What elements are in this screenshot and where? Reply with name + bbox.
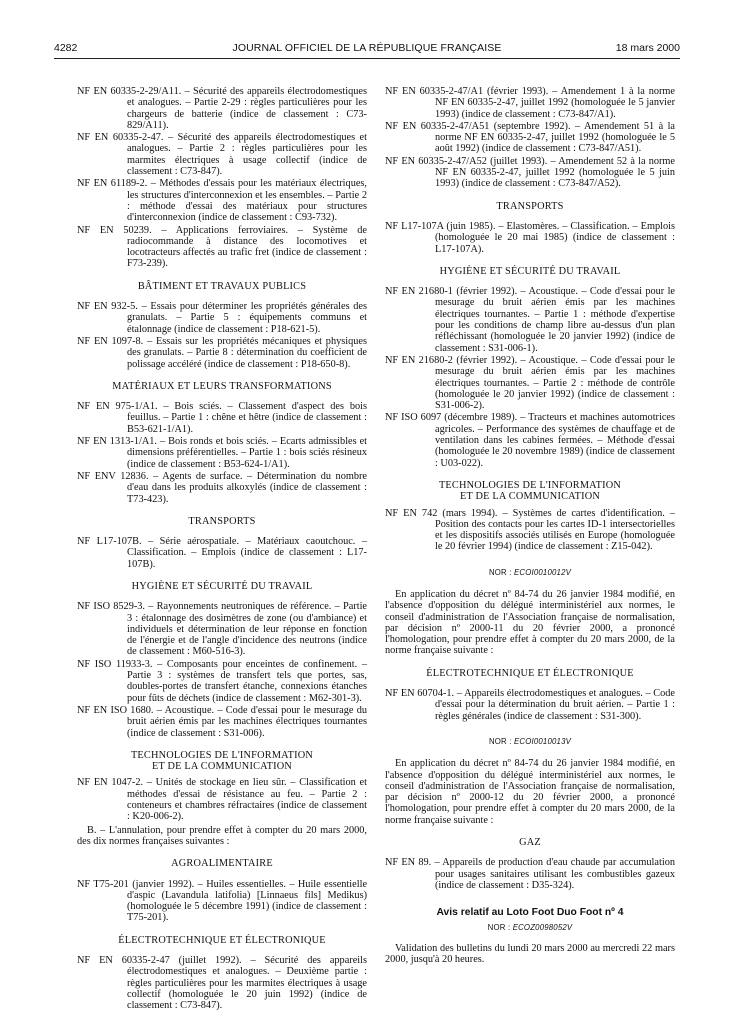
norm-code: NF EN 21680-2 — [385, 354, 453, 366]
norm-entry — [77, 659, 367, 704]
norm-entry — [385, 221, 675, 255]
norm-code: NF EN 21680-1 — [385, 286, 453, 298]
right-column — [385, 86, 675, 967]
nor-code: ECOZ0098052V — [512, 922, 573, 932]
section-heading — [77, 750, 367, 773]
norm-code: NF EN 60704-1. — [385, 688, 455, 700]
nor-code: ECOI0010012V — [514, 567, 572, 577]
norm-description: (juin 1985). – Elastomères. – Classification. – Emplois (homologuée le 20 mai 1985) (indice de classement : L17-107A). — [435, 220, 675, 255]
norm-entry — [77, 705, 367, 739]
norm-entry — [385, 156, 675, 190]
norm-code: NF ISO 8529-3. — [77, 601, 145, 613]
decree-paragraph: En application du décret nº 84-74 du 26 janvier 1984 modifié, en l'absence d'opposition du délégué interministériel aux normes, le conseil d'administration de l'Association française de normalisation, par décision nº 2000-11 du 20 février 2000, a prononcé l'homologation, pour prendre effet à compter du 20 mars 2000, de la norme française suivante : — [385, 588, 675, 657]
entry-group — [385, 286, 675, 469]
norm-code: NF ENV 12836. — [77, 470, 149, 482]
norm-description: – Applications ferroviaires. – Système de radiocommande à distance des locomotives et locotracteurs affectés au trafic fret (indice de classement : F73-239). — [127, 224, 368, 270]
section-heading: HYGIÈNE ET SÉCURITÉ DU TRAVAIL — [439, 265, 621, 277]
norm-entry — [77, 225, 367, 270]
entry-group — [77, 536, 367, 570]
norm-code: NF EN 60335-2-47/A52 — [385, 155, 487, 167]
norm-entry — [77, 132, 367, 177]
page-number: 4282 — [54, 42, 78, 54]
norm-code: NF EN 932-5. — [77, 301, 138, 313]
nor-code: ECOI0010013V — [514, 736, 572, 746]
section-heading: TRANSPORTS — [188, 515, 256, 527]
section-heading: TRANSPORTS — [496, 200, 564, 212]
norm-code: NF EN 89. — [385, 857, 432, 869]
annulation-paragraph: B. – L'annulation, pour prendre effet à compter du 20 mars 2000, des dix normes françaises suivantes : — [77, 824, 367, 847]
section-heading: BÂTIMENT ET TRAVAUX PUBLICS — [137, 280, 307, 292]
norm-entry — [385, 121, 675, 155]
nor-label: NOR : — [488, 567, 512, 577]
norm-entry — [77, 471, 367, 505]
entry-group — [385, 508, 675, 553]
norm-description: – Acoustique. – Code d'essai pour le mesurage du bruit aérien émis par les machines électriques tournantes (indice de classement : S31-006). — [127, 704, 367, 739]
header-rule — [54, 58, 680, 59]
norm-entry — [385, 857, 675, 891]
norm-description: – Appareils électrodomestiques et analogues. – Code d'essai pour la détermination du bruit aérien. – Partie 1 : règles générales (indice de classement : S31-300). — [435, 688, 676, 722]
norm-description: – Sécurité des appareils électrodomestiques et analogues. – Partie 2 : règles particulières pour les marmites électriques à usage collectif (indice de classement : C73-847). — [127, 132, 367, 178]
norm-entry — [77, 178, 367, 223]
norm-description: (juillet 1992). – Sécurité des appareils électrodomestiques et analogues. – Deuxième partie : règles particulières pour les marmites électriques à usage collectif (homologuée le 20 juin 1992) (indice de classement : C73-847). — [127, 955, 367, 1012]
decree-paragraph: En application du décret nº 84-74 du 26 janvier 1984 modifié, en l'absence d'opposition du délégué interministériel aux normes, le conseil d'administration de l'Association française de normalisation, par décision nº 2000-12 du 20 février 2000, a prononcé l'homologation, pour prendre effet à compter du 20 mars 2000, de la norme française suivante : — [385, 758, 675, 826]
norm-description: (février 1993). – Amendement 1 à la norme NF EN 60335-2-47, juillet 1992 (homologuée le 5 janvier 1993) (indice de classement : C73-847/A1). — [435, 86, 675, 120]
norm-code: NF EN 1047-2. — [77, 777, 144, 789]
norm-description: – Sécurité des appareils électrodomestiques et analogues. – Partie 2-29 : règles particulières pour les chargeurs de batterie (indice de classement : C73-829/A11). — [127, 86, 368, 131]
norm-code: NF EN 50239. — [77, 224, 152, 236]
validation-paragraph: Validation des bulletins du lundi 20 mars 2000 au mercredi 22 mars 2000, jusqu'à 20 heures. — [385, 942, 675, 966]
norm-code: NF EN 975-1/A1. — [77, 401, 158, 413]
norm-code: NF T75-201 — [77, 878, 129, 890]
norm-entry — [77, 536, 367, 570]
norm-entry — [77, 955, 367, 1011]
norm-entry — [77, 401, 367, 435]
norm-entry — [385, 355, 675, 411]
norm-entry — [385, 688, 675, 722]
norm-description: – Méthodes d'essais pour les matériaux électriques, les structures d'interconnexion et les ensembles. – Partie 2 : méthode d'essai des matériaux pour structures d'interconnexion (indice de classement : C93-732). — [127, 178, 367, 224]
issue-date: 18 mars 2000 — [615, 42, 680, 54]
norm-description: – Essais pour déterminer les propriétés générales des granulats. – Partie 5 : équipements communs et étalonnage (indice de classement : P18-621-5). — [127, 301, 368, 335]
norm-description: – Agents de surface. – Détermination du nombre d'eau dans les produits alkoxylés (indice de classement : T73-423). — [127, 470, 368, 505]
norm-description: – Unités de stockage en lieu sûr. – Classification et méthodes d'essai de résistance au feu. – Partie 2 : conteneurs et chambres réfractaires (indice de classement : K20-006-2). — [127, 777, 367, 823]
norm-code: NF EN ISO 1680. — [77, 704, 154, 716]
entry-group — [385, 857, 675, 891]
entry-group — [77, 601, 367, 739]
section-heading: AGROALIMENTAIRE — [171, 858, 273, 870]
norm-code: NF EN 60335-2-47. — [77, 132, 164, 144]
norm-description: – Rayonnements neutroniques de référence. – Partie 3 : étalonnage des dosimètres de zone (ou d'ambiance) et individuels et détermination de leur réponse en fonction de l'énergie et de l'angle d'incidence des neutrons (indice de classement : M60-516-3). — [127, 601, 367, 658]
norm-code: NF ISO 11933-3. — [77, 658, 153, 670]
norm-description: – Bois sciés. – Classement d'aspect des bois feuillus. – Partie 1 : chêne et hêtre (indice de classement : B53-621-1/A1). — [127, 401, 367, 435]
norm-description: (janvier 1992). – Huiles essentielles. – Huile essentielle d'aspic (Lavandula latifolia) [Linnaeus fils] Medikus) (homologuée le 5 décembre 1991) (indice de classement : T75-201). — [127, 878, 368, 924]
nor-reference — [385, 922, 675, 933]
notice-title: Avis relatif au Loto Foot Duo Foot nº 4 — [436, 907, 624, 919]
entry-group — [77, 879, 367, 924]
norm-entry — [385, 412, 675, 468]
norm-entry — [77, 86, 367, 131]
section-heading-line: ET DE LA COMMUNICATION — [459, 491, 601, 503]
norm-description: (juillet 1993). – Amendement 52 à la norme NF EN 60335-2-47, juillet 1992 (homologuée le 5 juin 1993) (indice de classement : C73-847/A52). — [435, 155, 676, 190]
norm-description: (mars 1994). – Systèmes de cartes d'identification. – Position des contacts pour les cartes ID-1 intersectorielles et les dispositifs associés utilisés en Europe (homologuée le 20 février 1994) (indice de classement : Z15-042). — [435, 507, 676, 553]
entry-group — [77, 955, 367, 1011]
section-heading-line: ET DE LA COMMUNICATION — [151, 761, 293, 773]
norm-entry — [77, 777, 367, 822]
norm-code: NF EN 60335-2-47/A1 — [385, 86, 484, 97]
nor-reference — [385, 736, 675, 747]
norm-entry — [385, 286, 675, 354]
norm-code: NF EN 60335-2-29/A11. — [77, 86, 182, 97]
norm-description: – Appareils de production d'eau chaude par accumulation pour usages sanitaires utilisant les combustibles gazeux (indice de classement : D35-324). — [434, 857, 675, 891]
journal-title: JOURNAL OFFICIEL DE LA RÉPUBLIQUE FRANÇAISE — [232, 42, 502, 54]
norm-description: – Composants pour enceintes de confinement. – Partie 3 : systèmes de transfert tels que portes, sas, doubles-portes de transfert étanche, connexions étanches pour fûts de déchets (indice de classement : M62-301-3). — [127, 658, 367, 704]
norm-code: NF EN 60335-2-47/A51 — [385, 120, 490, 132]
norm-entry — [385, 508, 675, 553]
section-heading: MATÉRIAUX ET LEURS TRANSFORMATIONS — [112, 380, 332, 392]
entry-group — [385, 688, 675, 722]
nor-label: NOR : — [487, 922, 511, 932]
nor-label: NOR : — [488, 736, 512, 746]
entry-group — [385, 86, 675, 190]
section-heading: HYGIÈNE ET SÉCURITÉ DU TRAVAIL — [131, 580, 313, 592]
norm-description: (février 1992). – Acoustique. – Code d'essai pour le mesurage du bruit aérien émis par les machines électriques tournantes. – Partie 2 : méthode de contrôle (homologuée le 20 janvier 1992) (indice de classement : S31-006-2). — [435, 354, 675, 412]
norm-description: (décembre 1989). – Tracteurs et machines automotrices agricoles. – Performance des systèmes de chauffage et de ventilation dans les cabines fermées. – Méthode d'essai (homologuée le 20 novembre 1989) (indice de classement : U03-022). — [435, 412, 675, 469]
entry-group — [77, 301, 367, 370]
norm-code: NF L17-107A — [385, 220, 444, 232]
entry-group — [77, 86, 367, 270]
norm-code: NF ISO 6097 — [385, 412, 442, 424]
section-heading: ÉLECTROTECHNIQUE ET ÉLECTRONIQUE — [118, 934, 326, 946]
norm-code: NF L17-107B. — [77, 536, 142, 548]
section-heading-line: TECHNOLOGIES DE L'INFORMATION — [130, 749, 314, 761]
entry-group — [77, 777, 367, 822]
norm-entry — [77, 601, 367, 657]
norm-code: NF EN 1313-1/A1. — [77, 436, 157, 448]
section-heading — [385, 480, 675, 503]
norm-entry — [77, 301, 367, 335]
section-heading-line: TECHNOLOGIES DE L'INFORMATION — [438, 479, 622, 491]
norm-description: (février 1992). – Acoustique. – Code d'essai pour le mesurage du bruit aérien émis par les machines électriques tournantes. – Partie 1 : méthode d'expertise pour les conditions de champ libre au-dessus d'un plan réfléchissant (homologuée le 20 janvier 1992) (indice de classement : S31-006-1). — [435, 286, 675, 354]
norm-code: NF EN 742 — [385, 507, 438, 519]
norm-entry — [77, 436, 367, 470]
norm-entry — [385, 86, 675, 120]
section-heading: ÉLECTROTECHNIQUE ET ÉLECTRONIQUE — [426, 667, 634, 679]
left-column — [77, 86, 367, 1012]
norm-description: – Série aérospatiale. – Matériaux caoutchouc. – Classification. – Emplois (indice de classement : L17-107B). — [127, 536, 368, 570]
entry-group — [385, 221, 675, 255]
norm-code: NF EN 60335-2-47 — [77, 955, 170, 966]
norm-description: (septembre 1992). – Amendement 51 à la norme NF EN 60335-2-47, juillet 1992 (homologuée le 5 août 1992) (indice de classement : C73-847/A51). — [435, 120, 675, 155]
nor-reference — [385, 567, 675, 578]
entry-group — [77, 401, 367, 505]
section-heading: GAZ — [519, 837, 541, 849]
page-header — [54, 42, 680, 58]
norm-description: – Bois ronds et bois sciés. – Ecarts admissibles et dimensions préférentielles. – Partie 1 : bois sciés résineux (indice de classement : B53-624-1/A1). — [127, 436, 368, 470]
norm-code: NF EN 1097-8. — [77, 335, 144, 347]
norm-entry — [77, 336, 367, 370]
norm-description: – Essais sur les propriétés mécaniques et physiques des granulats. – Partie 8 : détermination du coefficient de polissage accéléré (indice de classement : P18-650-8). — [127, 335, 367, 370]
norm-code: NF EN 61189-2. — [77, 178, 148, 190]
norm-entry — [77, 879, 367, 924]
